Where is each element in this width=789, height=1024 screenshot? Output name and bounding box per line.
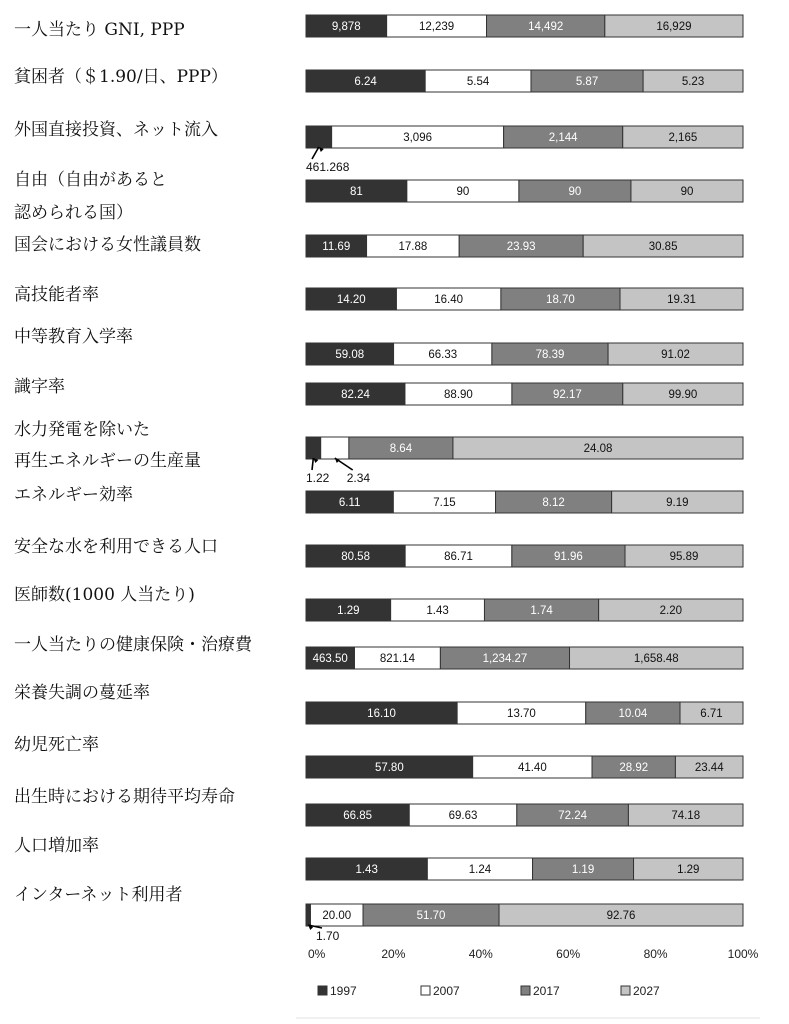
data-label: 9.19 [666, 497, 689, 509]
row-label: 栄養失調の蔓延率 [14, 683, 150, 703]
data-label: 23.44 [694, 762, 724, 774]
row-label: 一人当たりの健康保険・治療費 [14, 635, 252, 655]
data-label: 82.24 [341, 389, 370, 401]
row-label: 貧困者（＄1.90/日、PPP） [14, 67, 228, 87]
data-label: 18.70 [546, 294, 575, 306]
data-label: 1.43 [426, 605, 449, 617]
row-label: エネルギー効率 [14, 485, 133, 505]
data-label: 13.70 [507, 708, 536, 720]
legend-swatch [421, 986, 430, 995]
bar-segment-1997 [306, 126, 332, 148]
data-label: 1.24 [468, 864, 492, 876]
row-label: インターネット利用者 [14, 885, 183, 905]
x-tick-label: 20% [381, 947, 406, 961]
data-label: 2,165 [668, 132, 698, 144]
data-label: 12,239 [418, 21, 455, 33]
data-label: 92.76 [606, 910, 636, 922]
data-label: 1.29 [337, 605, 360, 617]
data-label: 92.17 [552, 389, 582, 401]
data-label: 6.11 [338, 497, 361, 509]
data-label: 69.63 [448, 810, 478, 822]
data-label: 91.02 [661, 349, 690, 361]
data-label: 16.10 [367, 708, 396, 720]
data-label: 17.88 [398, 241, 428, 253]
data-label-annotation: 461.268 [306, 160, 350, 174]
legend-label: 2027 [633, 984, 660, 998]
row-label: 水力発電を除いた [14, 420, 150, 440]
data-label: 19.31 [667, 294, 696, 306]
data-label: 3,096 [403, 132, 433, 144]
data-label: 90 [680, 186, 694, 198]
data-label: 51.70 [416, 910, 446, 922]
data-label: 80.58 [341, 551, 370, 563]
data-label: 59.08 [335, 349, 365, 361]
data-label: 9,878 [331, 21, 361, 33]
data-label: 821.14 [379, 653, 416, 665]
row-label: 中等教育入学率 [14, 327, 133, 347]
row-label: 外国直接投資、ネット流入 [14, 120, 218, 140]
row-label: 幼児死亡率 [14, 735, 99, 755]
data-label: 7.15 [433, 497, 456, 509]
legend-swatch [318, 986, 327, 995]
row-label: 人口増加率 [14, 836, 99, 856]
legend-label: 1997 [330, 984, 357, 998]
x-tick-label: 40% [468, 947, 493, 961]
data-label: 1.74 [530, 605, 553, 617]
data-label: 8.12 [542, 497, 565, 509]
data-label: 1.43 [355, 864, 378, 876]
data-label-annotation: 1.70 [316, 929, 340, 943]
row-label: 識字率 [14, 377, 65, 397]
data-label: 1,658.48 [633, 653, 679, 665]
data-label: 1,234.27 [482, 653, 528, 665]
legend-swatch [521, 986, 530, 995]
data-label: 16,929 [656, 21, 692, 33]
data-label: 5.23 [681, 76, 705, 88]
data-label: 90 [568, 186, 582, 198]
data-label: 2,144 [548, 132, 578, 144]
data-label: 23.93 [506, 241, 536, 253]
legend-label: 2017 [533, 984, 560, 998]
bar-segment-1997 [306, 437, 321, 459]
data-label: 24.08 [583, 443, 613, 455]
data-label: 463.50 [312, 653, 348, 665]
bar-segment-2007 [321, 437, 349, 459]
data-label: 81 [350, 186, 363, 198]
row-label: 一人当たり GNI, PPP [14, 20, 185, 40]
legend-swatch [621, 986, 630, 995]
data-label: 6.71 [700, 708, 723, 720]
data-label: 1.19 [571, 864, 595, 876]
row-label: 認められる国） [14, 203, 133, 223]
row-label: 国会における女性議員数 [14, 235, 201, 255]
data-label: 99.90 [668, 389, 698, 401]
data-label: 11.69 [322, 241, 351, 253]
data-label: 91.96 [554, 551, 583, 563]
legend-label: 2007 [433, 984, 460, 998]
data-label: 5.87 [575, 76, 599, 88]
data-label: 28.92 [619, 762, 649, 774]
row-label: 安全な水を利用できる人口 [14, 537, 218, 557]
data-label: 30.85 [648, 241, 678, 253]
data-label: 14.20 [336, 294, 366, 306]
row-label: 出生時における期待平均寿命 [14, 787, 235, 807]
data-label: 90 [456, 186, 470, 198]
x-tick-label: 80% [643, 947, 668, 961]
data-label: 2.20 [659, 605, 683, 617]
data-label-annotation: 2.34 [346, 471, 371, 485]
data-label: 72.24 [558, 810, 588, 822]
bar-segment-1997 [306, 904, 310, 926]
data-label-annotation: 1.22 [306, 471, 330, 485]
data-label: 6.24 [354, 76, 377, 88]
data-label: 5.54 [466, 76, 490, 88]
row-label: 医師数(1000 人当たり) [14, 585, 195, 605]
data-label: 14,492 [528, 21, 564, 33]
data-label: 95.89 [669, 551, 699, 563]
row-label: 自由（自由があると [14, 170, 167, 190]
data-label: 8.64 [389, 443, 413, 455]
data-label: 88.90 [444, 389, 473, 401]
x-tick-label: 100% [727, 947, 759, 961]
data-label: 1.29 [677, 864, 700, 876]
row-label: 高技能者率 [14, 285, 99, 305]
data-label: 66.33 [428, 349, 458, 361]
data-label: 78.39 [535, 349, 565, 361]
x-tick-label: 60% [556, 947, 581, 961]
x-tick-label: 0% [308, 947, 326, 961]
data-label: 10.04 [618, 708, 648, 720]
annotation-arrow [312, 147, 319, 159]
row-label: 再生エネルギーの生産量 [14, 451, 201, 471]
data-label: 41.40 [517, 762, 547, 774]
data-label: 57.80 [374, 762, 404, 774]
data-label: 74.18 [671, 810, 701, 822]
annotation-arrow [312, 458, 313, 470]
data-label: 66.85 [343, 810, 373, 822]
data-label: 20.00 [322, 910, 352, 922]
data-label: 16.40 [434, 294, 464, 306]
data-label: 86.71 [444, 551, 473, 563]
